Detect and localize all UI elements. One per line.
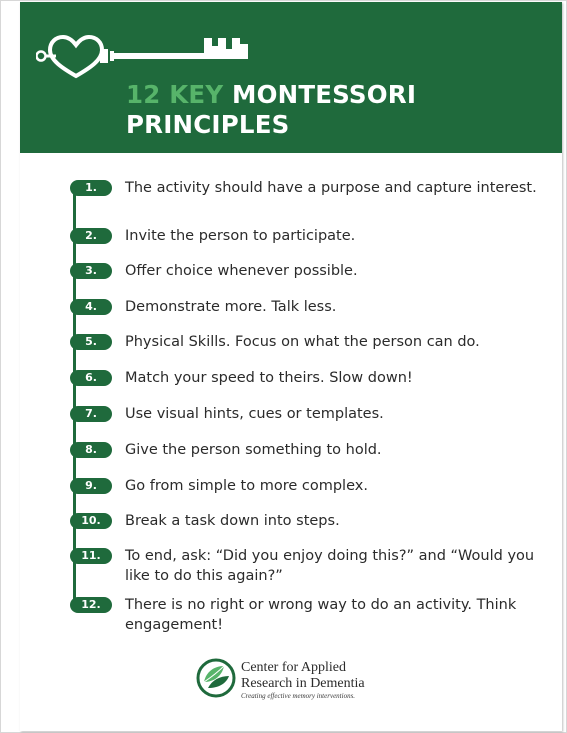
principle-text: Demonstrate more. Talk less. bbox=[125, 299, 337, 315]
principle-number-badge: 4. bbox=[70, 299, 112, 315]
organization-tagline: Creating effective memory interventions. bbox=[241, 692, 356, 700]
principle-text: Match your speed to theirs. Slow down! bbox=[125, 370, 413, 386]
timeline-rail bbox=[73, 187, 76, 607]
principle-number-badge: 7. bbox=[70, 406, 112, 422]
organization-name-line-1: Center for Applied bbox=[241, 660, 346, 675]
principle-text: To end, ask: “Did you enjoy doing this?” and “Would you like to do this again?” bbox=[125, 548, 535, 584]
principle-text: Go from simple to more complex. bbox=[125, 478, 368, 494]
principle-number-badge: 6. bbox=[70, 370, 112, 386]
leaf-circle-logo-icon bbox=[196, 658, 236, 698]
principle-number-badge: 1. bbox=[70, 180, 112, 196]
organization-wordmark bbox=[241, 660, 401, 701]
principle-number-badge: 11. bbox=[70, 548, 112, 564]
principle-number-badge: 10. bbox=[70, 513, 112, 529]
principle-text: Physical Skills. Focus on what the person can do. bbox=[125, 334, 480, 350]
document-page bbox=[20, 2, 562, 731]
principle-text: Break a task down into steps. bbox=[125, 513, 340, 529]
principle-number-badge: 8. bbox=[70, 442, 112, 458]
principle-text: The activity should have a purpose and capture interest. bbox=[125, 180, 537, 196]
principle-text: Offer choice whenever possible. bbox=[125, 263, 358, 279]
principle-number-badge: 3. bbox=[70, 263, 112, 279]
principle-text: There is no right or wrong way to do an activity. Think engagement! bbox=[125, 597, 517, 633]
title-line-1-rest: MONTESSORI bbox=[223, 80, 417, 109]
principle-number-badge: 5. bbox=[70, 334, 112, 350]
principle-number-badge: 12. bbox=[70, 597, 112, 613]
principle-text: Invite the person to participate. bbox=[125, 228, 356, 244]
principle-text: Give the person something to hold. bbox=[125, 442, 382, 458]
header-banner bbox=[20, 2, 562, 153]
principle-number-badge: 9. bbox=[70, 478, 112, 494]
principle-text: Use visual hints, cues or templates. bbox=[125, 406, 384, 422]
title-line-2: PRINCIPLES bbox=[126, 110, 290, 139]
organization-name bbox=[241, 660, 401, 692]
principle-number-badge: 2. bbox=[70, 228, 112, 244]
organization-name-line-2: Research in Dementia bbox=[241, 676, 365, 691]
title-accent: 12 KEY bbox=[126, 80, 224, 109]
page-title bbox=[126, 80, 416, 140]
title-line-1 bbox=[126, 80, 416, 110]
